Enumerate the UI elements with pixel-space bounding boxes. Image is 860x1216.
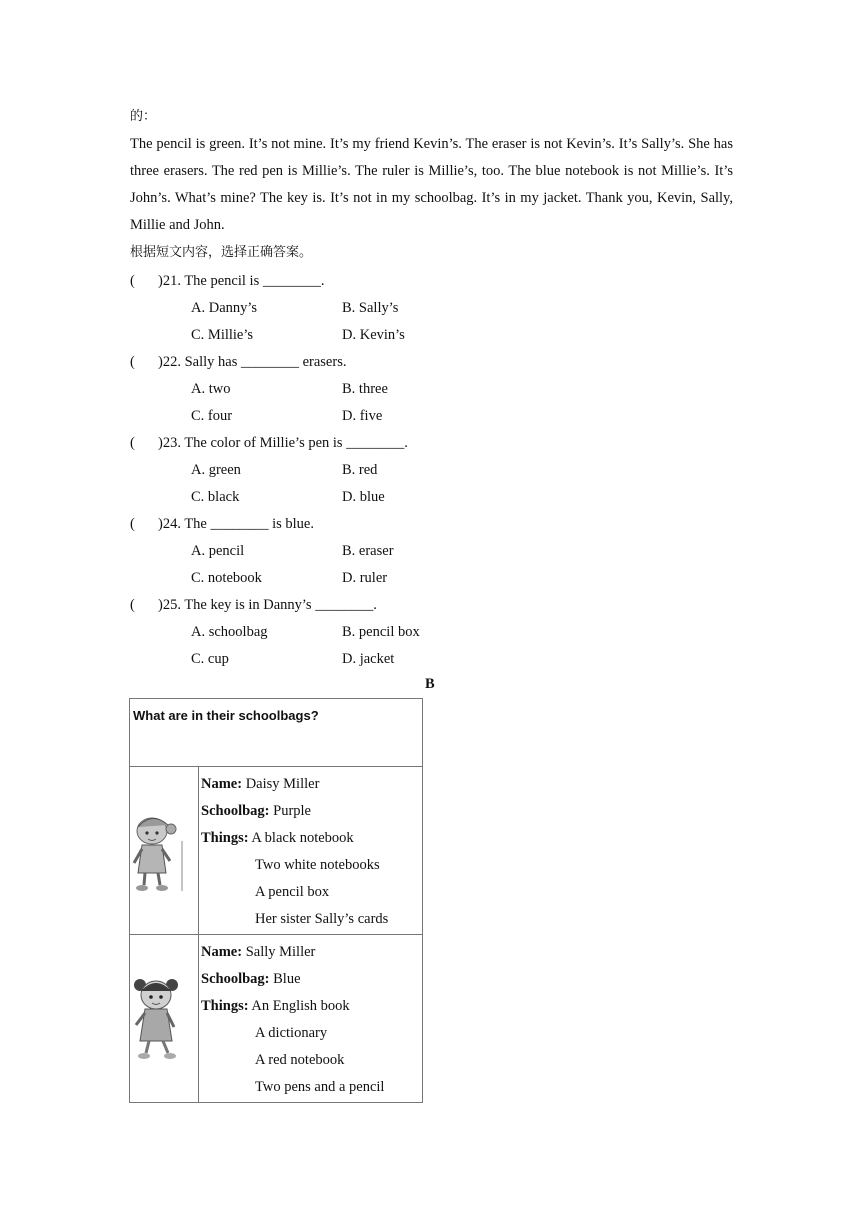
question-stem: )25. The key is in Danny’s ________. bbox=[158, 597, 377, 613]
name-label: Name: bbox=[201, 944, 243, 960]
question-24 bbox=[130, 514, 314, 534]
name-value: Daisy Miller bbox=[242, 776, 320, 792]
answer-paren[interactable]: ( bbox=[130, 273, 135, 289]
option: D. blue bbox=[342, 489, 385, 505]
girl-avatar-daisy bbox=[130, 767, 199, 935]
question-stem: )21. The pencil is ________. bbox=[158, 273, 325, 289]
option: C. Millie’s bbox=[191, 327, 254, 343]
reading-passage: The pencil is green. It’s not mine. It’s my friend Kevin’s. The eraser is not Kevin’s. It’s Sally’s. She has three erasers. The red pen is Millie’s. The ruler is Millie’s, too. The blue notebook is not Millie’s. It’s John’s. What’s mine? The key is. It’s not in my schoolbag. It’s in my jacket. Thank you, Kevin, Sally, Millie and John. bbox=[130, 136, 733, 233]
option: D. Kevin’s bbox=[342, 327, 405, 343]
thing-item: A pencil box bbox=[255, 884, 330, 900]
name-label: Name: bbox=[201, 776, 243, 792]
thing-item: A red notebook bbox=[255, 1052, 345, 1068]
schoolbag-value: Purple bbox=[269, 803, 311, 819]
things-label: Things: bbox=[201, 830, 249, 846]
thing-item: An English book bbox=[248, 998, 350, 1014]
option: A. schoolbag bbox=[191, 624, 268, 640]
thing-item: A dictionary bbox=[255, 1025, 328, 1041]
schoolbag-label: Schoolbag: bbox=[201, 803, 270, 819]
question-25 bbox=[130, 595, 377, 615]
option: B. three bbox=[342, 381, 388, 397]
question-22 bbox=[130, 352, 346, 372]
cartoon-girl-icon bbox=[130, 935, 198, 1099]
question-stem: )23. The color of Millie’s pen is ________. bbox=[158, 435, 408, 451]
option: B. red bbox=[342, 462, 378, 478]
person-info-sally bbox=[199, 935, 423, 1103]
question-stem: )24. The ________ is blue. bbox=[158, 516, 314, 532]
option: B. Sally’s bbox=[342, 300, 399, 316]
question-23 bbox=[130, 433, 408, 453]
option: B. pencil box bbox=[342, 624, 420, 640]
name-value: Sally Miller bbox=[242, 944, 316, 960]
answer-paren[interactable]: ( bbox=[130, 354, 135, 370]
schoolbag-value: Blue bbox=[269, 971, 301, 987]
intro-fragment: 的： bbox=[130, 109, 157, 124]
schoolbag-label: Schoolbag: bbox=[201, 971, 270, 987]
option: A. pencil bbox=[191, 543, 245, 559]
thing-item: Two pens and a pencil bbox=[255, 1079, 385, 1095]
option: D. five bbox=[342, 408, 383, 424]
option: C. cup bbox=[191, 651, 229, 667]
answer-paren[interactable]: ( bbox=[130, 435, 135, 451]
girl-avatar-sally bbox=[130, 935, 199, 1103]
table-title: What are in their schoolbags? bbox=[130, 699, 423, 767]
question-stem: )22. Sally has ________ erasers. bbox=[158, 354, 347, 370]
option: A. green bbox=[191, 462, 241, 478]
answer-paren[interactable]: ( bbox=[130, 516, 135, 532]
table-row bbox=[130, 767, 423, 935]
section-b-label: B bbox=[425, 676, 435, 692]
option: D. ruler bbox=[342, 570, 388, 586]
instruction: 根据短文内容，选择正确答案。 bbox=[130, 245, 313, 260]
cartoon-girl-icon bbox=[130, 767, 198, 933]
schoolbag-table bbox=[129, 698, 423, 1103]
table-row bbox=[130, 935, 423, 1103]
thing-item: A black notebook bbox=[248, 830, 354, 846]
thing-item: Two white notebooks bbox=[255, 857, 380, 873]
option: A. two bbox=[191, 381, 231, 397]
option: A. Danny’s bbox=[191, 300, 258, 316]
things-label: Things: bbox=[201, 998, 249, 1014]
answer-paren[interactable]: ( bbox=[130, 597, 135, 613]
option: C. black bbox=[191, 489, 240, 505]
person-info-daisy bbox=[199, 767, 423, 935]
thing-item: Her sister Sally’s cards bbox=[255, 911, 389, 927]
option: C. four bbox=[191, 408, 233, 424]
question-21 bbox=[130, 271, 324, 291]
option: C. notebook bbox=[191, 570, 262, 586]
option: D. jacket bbox=[342, 651, 395, 667]
option: B. eraser bbox=[342, 543, 394, 559]
